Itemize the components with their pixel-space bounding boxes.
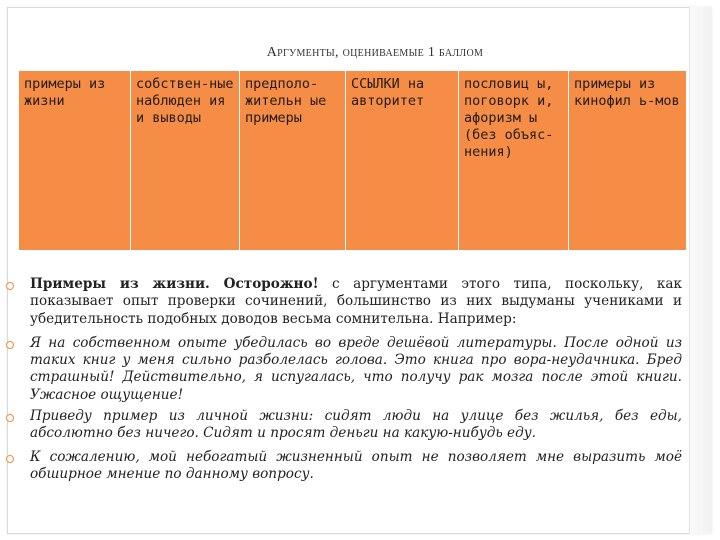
bullet-text: Приведу пример из личной жизни: сидят люди на улице без жилья, без еды, абсолютно без ничего. Сидят и просят деньги на какую-нибудь еду. <box>30 408 682 442</box>
slide-title: Аргументы, оцениваемые 1 баллом <box>266 45 484 60</box>
bullet-circle-icon <box>6 414 14 422</box>
bullet-list <box>6 276 682 488</box>
list-item <box>6 408 682 443</box>
table-cell-hypothetical-examples: предполо-жительн ые примеры <box>240 71 346 251</box>
table-cell-film-examples: примеры из кинофил ь-мов <box>569 71 687 251</box>
slide-frame-edge <box>689 7 712 534</box>
bullet-text: с аргументами этого типа, поскольку, как показывает опыт проверки сочинений, большинство из них выдуманы учениками и убедительность подобных доводов весьма сомнительна. Например: <box>30 276 682 327</box>
table-cell-authority-references: ССЫЛКИ на авторитет <box>346 71 459 251</box>
table-cell-proverbs: пословиц ы, поговорк и, афоризм ы (без объяс-нения) <box>459 71 569 251</box>
table-row <box>19 71 687 251</box>
list-item <box>6 276 682 328</box>
bullet-text: Я на собственном опыте убедилась во вреде дешёвой литературы. После одной из таких книг у меня сильно разболелась голова. Это книга про вора-неудачника. Бред страшный! Действительно, я испугалась, что получу рак мозга после этой книги. Ужасное ощущение! <box>30 334 682 403</box>
list-item <box>6 335 682 404</box>
bullet-lead-text: Примеры из жизни. Осторожно! <box>30 276 319 292</box>
list-item <box>6 449 682 484</box>
arguments-table <box>18 70 687 251</box>
table-cell-life-examples: примеры из жизни <box>19 71 131 251</box>
bullet-circle-icon <box>6 282 14 290</box>
bullet-text: К сожалению, мой небогатый жизненный опыт не позволяет мне выразить моё обширное мнение по данному вопросу. <box>30 448 682 482</box>
bullet-circle-icon <box>6 341 14 349</box>
bullet-circle-icon <box>6 455 14 463</box>
table-cell-own-observations: собствен-ные наблюден ия и выводы <box>131 71 240 251</box>
